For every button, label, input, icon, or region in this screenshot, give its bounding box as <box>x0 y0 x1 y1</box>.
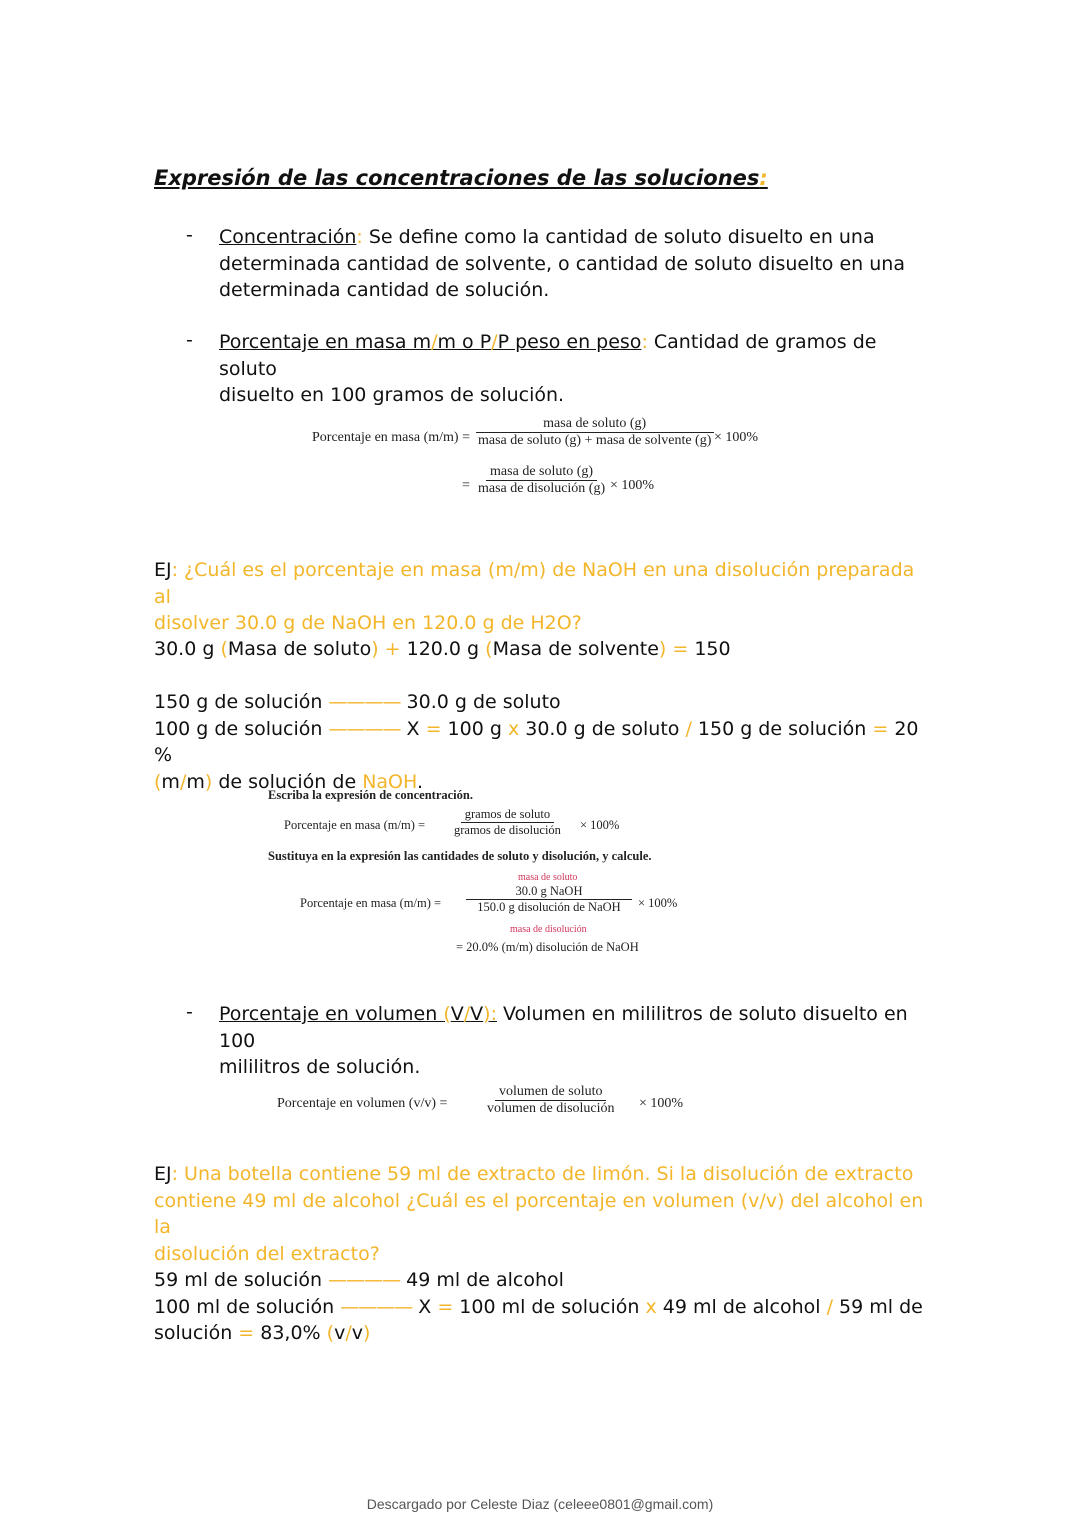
formula-fraction <box>474 464 609 497</box>
fraction-denominator: masa de disolución (g) <box>478 481 606 496</box>
rule-part: 49 ml de alcohol <box>656 1295 827 1318</box>
rule-operator: / <box>685 717 692 740</box>
definition-line: mililitros de solución. <box>219 1056 421 1078</box>
rule-part: m <box>161 770 180 793</box>
rule-dashes: ———— <box>328 717 401 740</box>
rule-operator: / <box>826 1295 833 1318</box>
term-colon: : <box>641 331 648 353</box>
rule-dashes: ———— <box>328 691 401 713</box>
formula-fraction <box>450 807 565 838</box>
term-part: P peso en peso <box>497 331 642 353</box>
rule-part: 59 ml de <box>833 1295 923 1318</box>
fraction-numerator: 30.0 g NaOH <box>466 884 632 900</box>
fraction-numerator: gramos de soluto <box>461 807 554 823</box>
term-porcentaje-volumen <box>219 1003 497 1025</box>
sum-paren: ( <box>485 638 493 660</box>
term-part: V <box>450 1003 464 1025</box>
rule-part: 59 ml de solución <box>154 1269 329 1291</box>
formula-lhs: Porcentaje en masa (m/m) <box>312 430 459 445</box>
example-2-rule <box>154 1267 934 1347</box>
term-paren: ( <box>443 1003 451 1025</box>
download-footer: Descargado por Celeste Diaz (celeee0801@gmail.com) <box>366 1496 714 1512</box>
definition-porcentaje-masa <box>219 329 919 409</box>
rule-part: 49 ml de alcohol <box>400 1269 564 1291</box>
term-concentracion: Concentración <box>219 226 357 248</box>
definition-line: Volumen en mililitros de soluto disuelto en 100 <box>219 1003 908 1052</box>
rule-operator: / <box>179 770 187 793</box>
rule-part: 30.0 g de soluto <box>519 717 686 740</box>
formula-fraction <box>474 416 715 449</box>
term-paren: ) <box>483 1003 491 1025</box>
formula-volume-percent <box>277 1084 707 1129</box>
term-slash: / <box>431 331 438 353</box>
question-line: Una botella contiene 59 ml de extracto de limón. Si la disolución de extracto <box>178 1163 914 1185</box>
rule-part: solución <box>154 1322 239 1344</box>
rule-operator: = <box>238 1322 255 1344</box>
sum-part: 150 <box>694 638 731 660</box>
bullet-dash: - <box>186 1001 193 1023</box>
rule-operator: = <box>872 717 889 740</box>
term-part: V <box>470 1003 484 1025</box>
fraction-denominator: volumen de disolución <box>487 1101 615 1116</box>
sum-part: 120.0 g <box>406 638 486 660</box>
term-colon: : <box>490 1003 497 1025</box>
rule-part: v <box>351 1322 363 1344</box>
rule-operator: / <box>345 1322 352 1344</box>
rule-highlight: NaOH <box>362 770 417 793</box>
example-2-question <box>154 1161 934 1267</box>
question-line: ¿Cuál es el porcentaje en masa (m/m) de NaOH en una disolución preparada al <box>154 559 915 608</box>
example-label: EJ <box>154 559 172 581</box>
example-colon: : <box>171 1163 179 1185</box>
rule-part: m <box>186 770 205 793</box>
formula-equals: = <box>462 430 470 445</box>
formula-fraction <box>466 884 632 915</box>
formula-result: = 20.0% (m/m) disolución de NaOH <box>456 940 639 954</box>
rule-part: v <box>334 1322 346 1344</box>
term-colon: : <box>356 226 363 248</box>
title-colon: : <box>759 166 768 190</box>
formula-times: × 100% <box>580 818 620 832</box>
definition-line: determinada cantidad de solución. <box>219 279 550 301</box>
rule-part: 83,0% <box>254 1322 327 1344</box>
formula-times: × 100% <box>638 896 678 910</box>
term-slash: / <box>463 1003 471 1025</box>
title-text: Expresión de las concentraciones de las soluciones <box>154 166 760 190</box>
rule-part: 150 g de solución <box>154 691 329 713</box>
question-line: contiene 49 ml de alcohol ¿Cuál es el porcentaje en volumen (v/v) del alcohol en la <box>154 1189 924 1238</box>
rule-part: 30.0 g de soluto <box>400 691 561 713</box>
question-line: disolver 30.0 g de NaOH en 120.0 g de H2O? <box>154 612 582 634</box>
rule-paren: ( <box>154 770 162 793</box>
rule-paren: ) <box>362 1322 371 1344</box>
example-label: EJ <box>154 1163 172 1185</box>
example-1-question <box>154 557 934 637</box>
formula-fraction <box>483 1084 619 1117</box>
formula-times: × 100% <box>639 1096 684 1111</box>
bullet-dash: - <box>186 329 193 351</box>
rule-dashes: ———— <box>328 1269 401 1291</box>
bullet-dash: - <box>186 224 193 246</box>
sum-operator: + <box>378 638 407 660</box>
rule-part: . <box>416 770 423 793</box>
definition-concentracion <box>219 224 919 304</box>
sum-paren: ( <box>220 638 228 660</box>
sum-part: Masa de soluto <box>227 638 372 660</box>
rule-part: 20 % <box>154 717 919 766</box>
rule-part: 100 ml de solución <box>453 1295 646 1318</box>
term-part: m o P <box>437 331 492 353</box>
annotation-label: masa de disolución <box>510 924 587 935</box>
formula-equals: = <box>462 478 470 493</box>
rule-paren: ( <box>326 1322 335 1344</box>
definition-line: Se define como la cantidad de soluto disuelto en una <box>362 226 875 248</box>
example-1-rule <box>154 689 934 795</box>
rule-operator: x <box>507 717 520 740</box>
fraction-denominator: 150.0 g disolución de NaOH <box>477 900 621 914</box>
term-porcentaje-masa <box>219 331 641 353</box>
term-part: Porcentaje en volumen <box>219 1003 444 1025</box>
rule-operator: = <box>437 1295 454 1318</box>
definition-line: Cantidad de gramos de soluto <box>219 331 877 380</box>
fraction-numerator: volumen de soluto <box>495 1084 606 1101</box>
formula-times: × 100% <box>714 430 759 445</box>
term-part: Porcentaje en masa m <box>219 331 432 353</box>
formula-mass-percent <box>312 416 782 511</box>
term-slash: / <box>491 331 498 353</box>
fraction-numerator: masa de soluto (g) <box>476 416 714 433</box>
rule-operator: = <box>425 717 442 740</box>
sum-operator: = <box>666 638 695 660</box>
definition-porcentaje-volumen <box>219 1001 919 1081</box>
fraction-denominator: masa de soluto (g) + masa de solvente (g) <box>478 433 712 448</box>
question-line: disolución del extracto? <box>154 1242 380 1265</box>
step-instruction: Escriba la expresión de concentración. <box>268 788 473 802</box>
rule-part: 150 g de solución <box>691 717 873 740</box>
definition-line: determinada cantidad de solvente, o cantidad de soluto disuelto en una <box>219 252 905 275</box>
definition-line: disuelto en 100 gramos de solución. <box>219 384 565 406</box>
fraction-numerator: masa de soluto (g) <box>486 464 597 481</box>
example-1-sum <box>154 636 934 663</box>
page-title <box>154 166 768 190</box>
rule-part: 100 ml de solución <box>154 1295 341 1318</box>
rule-operator: x <box>645 1295 657 1318</box>
sum-paren: ) <box>658 638 667 660</box>
formula-equals: = <box>439 1096 448 1111</box>
rule-dashes: ———— <box>340 1295 413 1318</box>
rule-part: X <box>412 1295 438 1318</box>
formula-times: × 100% <box>610 478 655 493</box>
rule-part: de solución de <box>212 770 363 793</box>
sum-part: Masa de solvente <box>492 638 659 660</box>
rule-part: 100 g <box>441 717 508 740</box>
rule-paren: ) <box>204 770 213 793</box>
sum-paren: ) <box>371 638 379 660</box>
formula-lhs: Porcentaje en masa (m/m) = <box>300 896 442 910</box>
step-instruction: Sustituya en la expresión las cantidades de soluto y disolución, y calcule. <box>268 849 652 863</box>
sum-part: 30.0 g <box>154 638 221 660</box>
formula-lhs: Porcentaje en masa (m/m) = <box>284 818 426 832</box>
example-colon: : <box>171 559 179 581</box>
solution-steps-image <box>268 788 728 963</box>
annotation-label: masa de soluto <box>518 872 578 883</box>
rule-part: X <box>400 717 426 740</box>
formula-lhs: Porcentaje en volumen (v/v) <box>277 1096 437 1111</box>
fraction-denominator: gramos de disolución <box>454 823 561 837</box>
rule-part: 100 g de solución <box>154 717 329 740</box>
